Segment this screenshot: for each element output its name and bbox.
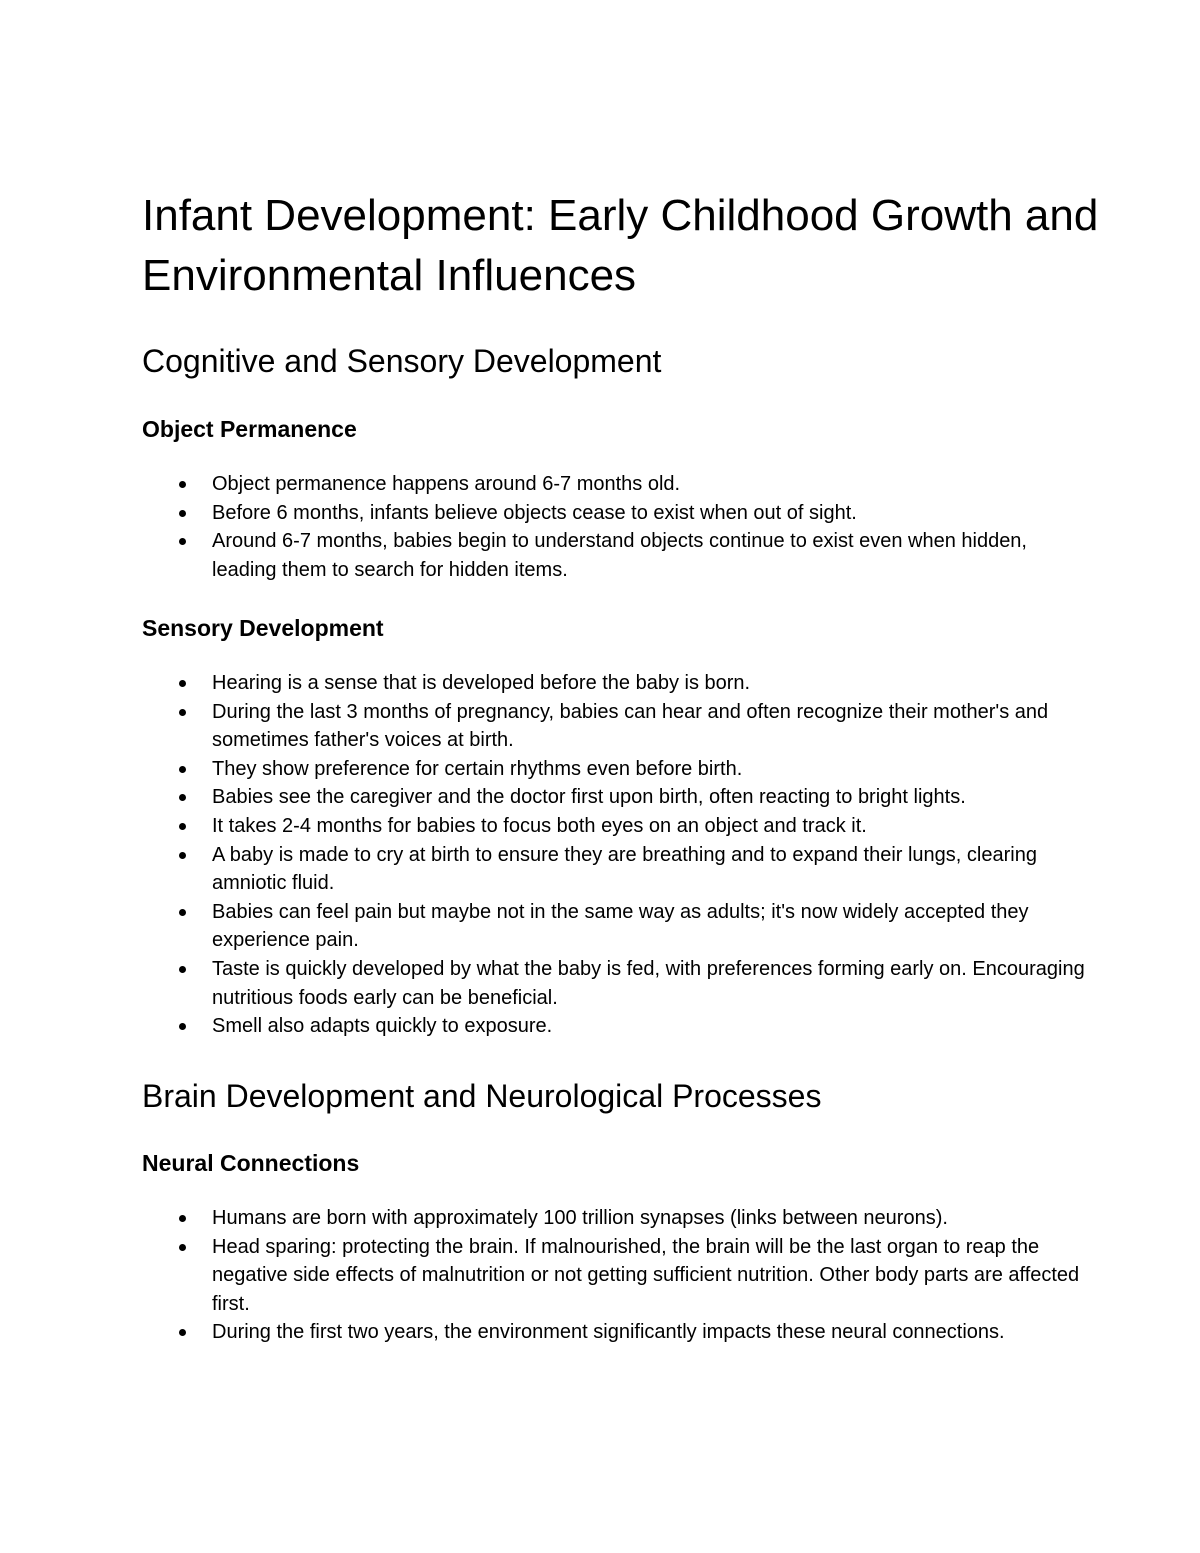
- bullet-list-neural-connections: [212, 1204, 1092, 1347]
- bullet-icon: [179, 1023, 186, 1030]
- list-item: [212, 669, 1092, 698]
- bullet-icon: [179, 709, 186, 716]
- bullet-icon: [179, 823, 186, 830]
- list-item: [212, 1233, 1092, 1319]
- list-item-text: Hearing is a sense that is developed before the baby is born.: [212, 672, 751, 694]
- list-item-text: Smell also adapts quickly to exposure.: [212, 1015, 553, 1038]
- bullet-icon: [179, 794, 186, 801]
- bullet-icon: [179, 481, 186, 488]
- list-item-text: A baby is made to cry at birth to ensure they are breathing and to expand their lungs, clearing amniotic fluid.: [212, 843, 1037, 895]
- bullet-icon: [179, 1244, 186, 1251]
- list-item-text: It takes 2-4 months for babies to focus both eyes on an object and track it.: [212, 814, 867, 837]
- list-item: [212, 1204, 1092, 1233]
- list-item: [212, 755, 1092, 784]
- list-item-text: Around 6-7 months, babies begin to understand objects continue to exist even when hidden, leading them to search for hidden items.: [212, 530, 1027, 581]
- list-item: [212, 898, 1092, 955]
- list-item-text: Before 6 months, infants believe objects cease to exist when out of sight.: [212, 501, 857, 524]
- bullet-icon: [179, 966, 186, 973]
- bullet-icon: [179, 538, 186, 545]
- bullet-icon: [179, 852, 186, 859]
- bullet-icon: [179, 909, 186, 916]
- list-item: [212, 527, 1092, 584]
- subsection-heading-sensory-development: Sensory Development: [142, 615, 384, 641]
- list-item: [212, 955, 1092, 1012]
- list-item: [212, 783, 1092, 812]
- list-item-text: Head sparing: protecting the brain. If malnourished, the brain will be the last organ to reap the negative side effects of malnutrition or not getting sufficient nutrition. Other body parts are affected first.: [212, 1235, 1080, 1315]
- list-item: [212, 698, 1092, 755]
- list-item: [212, 1012, 1092, 1041]
- section-heading-cognitive-sensory: Cognitive and Sensory Development: [142, 343, 662, 379]
- list-item: [212, 470, 1092, 499]
- list-item-text: Babies can feel pain but maybe not in the same way as adults; it's now widely accepted they experience pain.: [212, 900, 1029, 952]
- bullet-icon: [179, 1329, 186, 1336]
- list-item-text: During the first two years, the environment significantly impacts these neural connections.: [212, 1321, 1005, 1344]
- bullet-icon: [179, 510, 186, 517]
- bullet-icon: [179, 1215, 186, 1222]
- list-item: [212, 841, 1092, 898]
- subsection-heading-neural-connections: Neural Connections: [142, 1150, 360, 1176]
- bullet-list-sensory-development: [212, 669, 1092, 1041]
- bullet-list-object-permanence: [212, 470, 1092, 584]
- list-item-text: They show preference for certain rhythms even before birth.: [212, 757, 743, 780]
- bullet-icon: [179, 766, 186, 773]
- list-item-text: Babies see the caregiver and the doctor first upon birth, often reacting to bright lights.: [212, 786, 966, 809]
- bullet-icon: [179, 680, 186, 687]
- list-item: [212, 1318, 1092, 1347]
- list-item-text: Taste is quickly developed by what the baby is fed, with preferences forming early on. Encouraging nutritious foods early can be beneficial.: [212, 957, 1085, 1009]
- section-heading-brain-development: Brain Development and Neurological Processes: [142, 1078, 822, 1114]
- list-item-text: Object permanence happens around 6-7 months old.: [212, 473, 681, 495]
- subsection-heading-object-permanence: Object Permanence: [142, 416, 357, 442]
- list-item-text: During the last 3 months of pregnancy, babies can hear and often recognize their mother's and sometimes father's voices at birth.: [212, 700, 1049, 752]
- list-item: [212, 812, 1092, 841]
- list-item-text: Humans are born with approximately 100 trillion synapses (links between neurons).: [212, 1207, 948, 1229]
- document-title: Infant Development: Early Childhood Growth and Environmental Influences: [142, 191, 1099, 300]
- list-item: [212, 499, 1092, 528]
